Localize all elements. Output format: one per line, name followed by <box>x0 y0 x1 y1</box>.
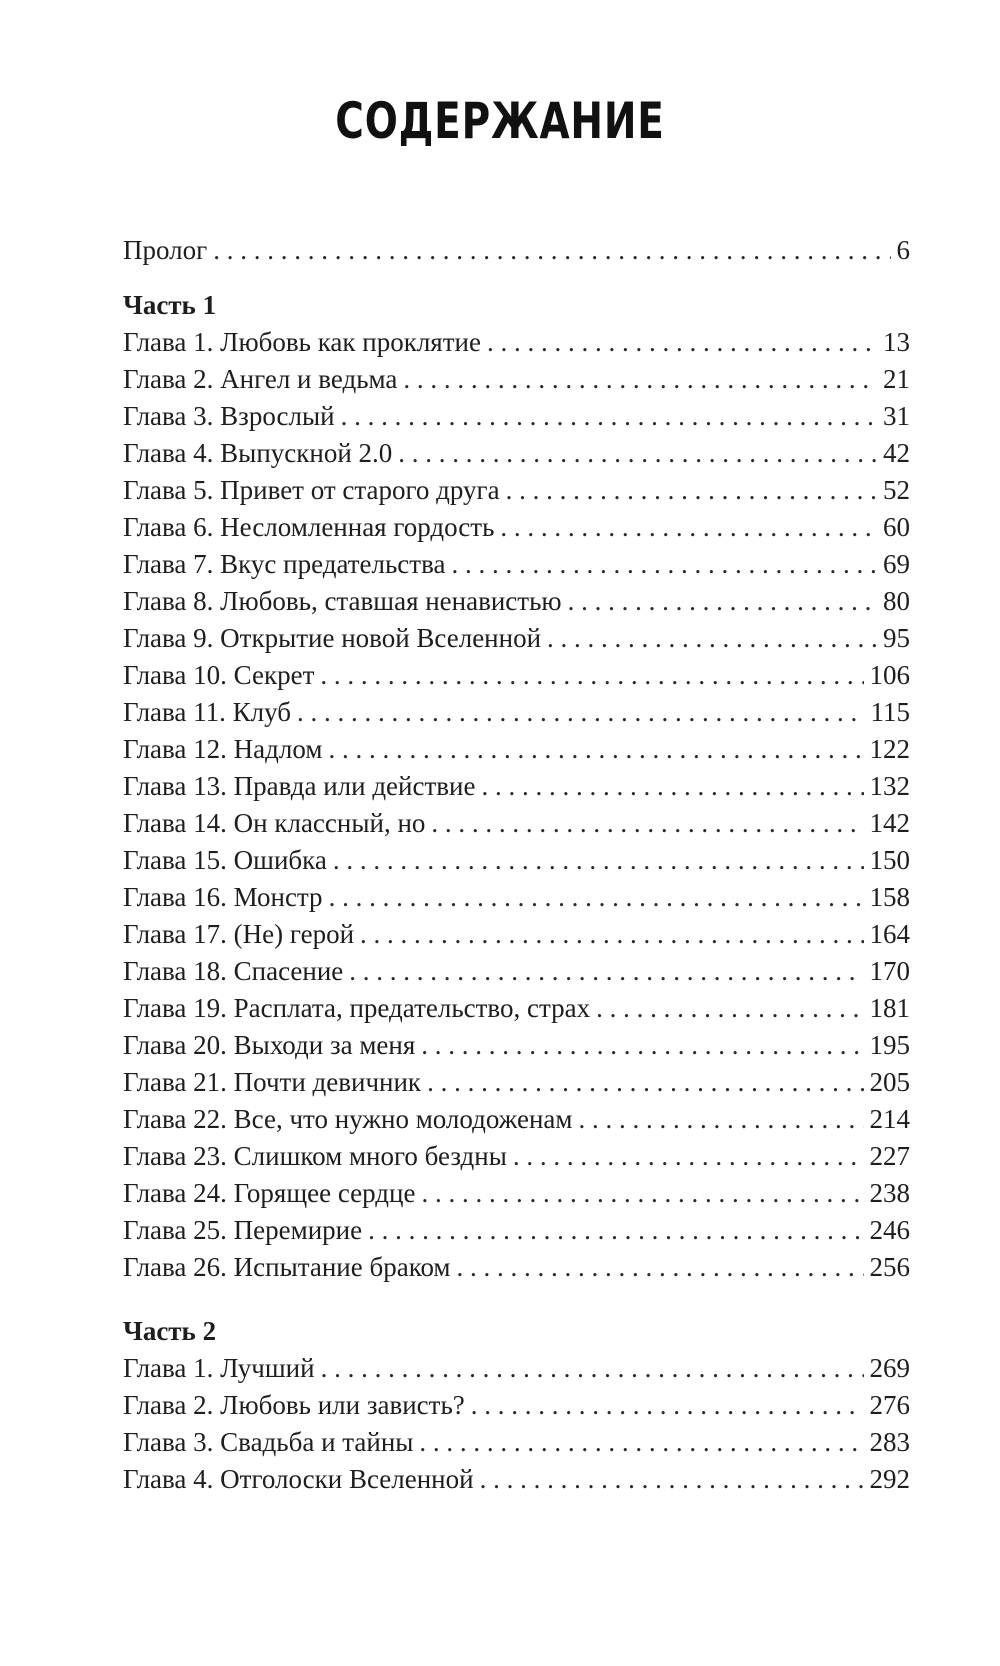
toc-entry <box>123 842 910 879</box>
toc-entry-label: Глава 16. Монстр <box>123 882 323 912</box>
chapter-list <box>123 1350 910 1498</box>
page-title: СОДЕРЖАНИЕ <box>335 92 665 150</box>
toc-entry <box>123 990 910 1027</box>
toc-entry <box>123 1387 910 1424</box>
dot-leader <box>480 1461 864 1498</box>
toc-entry-label: Глава 4. Отголоски Вселенной <box>123 1464 474 1494</box>
toc-entry-page: 246 <box>869 1215 910 1245</box>
toc-entry <box>123 1212 910 1249</box>
dot-leader <box>421 1027 863 1064</box>
toc-entry-page: 269 <box>869 1353 910 1383</box>
toc-entry-page: 6 <box>896 235 910 265</box>
toc-entry-page: 276 <box>869 1390 910 1420</box>
toc-entry-page: 69 <box>883 549 910 579</box>
toc-entry-page: 227 <box>869 1141 910 1171</box>
toc-entry-page: 164 <box>869 919 910 949</box>
toc-entry-page: 195 <box>869 1030 910 1060</box>
dot-leader <box>360 916 863 953</box>
toc-entry-page: 122 <box>869 734 910 764</box>
toc-entry-page: 80 <box>883 586 910 616</box>
toc-entry-page: 181 <box>869 993 910 1023</box>
toc-entry <box>123 731 910 768</box>
toc-entry-label: Глава 9. Открытие новой Вселенной <box>123 623 542 653</box>
toc-entry-label: Глава 10. Секрет <box>123 660 315 690</box>
toc-entry-page: 158 <box>869 882 910 912</box>
toc-entry <box>123 1424 910 1461</box>
toc-entry <box>123 1461 910 1498</box>
toc-entry <box>123 1350 910 1387</box>
toc-entry-prolog <box>123 232 910 269</box>
dot-leader <box>568 583 877 620</box>
toc-entry <box>123 1101 910 1138</box>
toc-entry-page: 170 <box>869 956 910 986</box>
toc-entry-label: Глава 8. Любовь, ставшая ненавистью <box>123 586 562 616</box>
toc-prolog <box>123 232 910 269</box>
toc-entry-label: Глава 3. Взрослый <box>123 401 335 431</box>
toc-entry-label: Глава 2. Любовь или зависть? <box>123 1390 465 1420</box>
toc-entry-page: 106 <box>869 660 910 690</box>
toc-entry-page: 283 <box>869 1427 910 1457</box>
toc-entry-label: Глава 15. Ошибка <box>123 845 327 875</box>
toc-part-1 <box>123 286 910 1286</box>
toc-entry-page: 21 <box>883 364 910 394</box>
dot-leader <box>547 620 877 657</box>
dot-leader <box>328 731 863 768</box>
toc-entry-page: 60 <box>883 512 910 542</box>
toc-entry-label: Глава 11. Клуб <box>123 697 292 727</box>
toc-entry <box>123 694 910 731</box>
dot-leader <box>471 1387 864 1424</box>
toc-entry-label: Глава 14. Он классный, но <box>123 808 426 838</box>
toc-entry <box>123 1064 910 1101</box>
toc-entry-label: Глава 1. Любовь как проклятие <box>123 327 481 357</box>
toc-entry-page: 150 <box>869 845 910 875</box>
toc-entry <box>123 435 910 472</box>
toc-entry-page: 205 <box>869 1067 910 1097</box>
toc-entry-page: 13 <box>883 327 910 357</box>
dot-leader <box>349 953 863 990</box>
toc-entry-label: Глава 24. Горящее сердце <box>123 1178 416 1208</box>
chapter-list <box>123 324 910 1286</box>
toc-entry-label: Глава 13. Правда или действие <box>123 771 476 801</box>
toc-entry <box>123 1027 910 1064</box>
toc-entry-page: 52 <box>883 475 910 505</box>
toc-entry-label: Глава 2. Ангел и ведьма <box>123 364 398 394</box>
dot-leader <box>321 1350 864 1387</box>
toc-entry-label: Глава 4. Выпускной 2.0 <box>123 438 393 468</box>
toc-entry <box>123 1175 910 1212</box>
toc-entry-label: Глава 17. (Не) герой <box>123 919 355 949</box>
toc-entry <box>123 324 910 361</box>
dot-leader <box>596 990 863 1027</box>
part-heading: Часть 2 <box>123 1316 217 1346</box>
toc-entry-page: 256 <box>869 1252 910 1282</box>
dot-leader <box>451 546 877 583</box>
dot-leader <box>398 435 877 472</box>
dot-leader <box>421 1175 863 1212</box>
toc-entry-label: Глава 23. Слишком много бездны <box>123 1141 507 1171</box>
toc-entry <box>123 805 910 842</box>
toc-entry <box>123 472 910 509</box>
dot-leader <box>297 694 864 731</box>
toc-entry-page: 214 <box>869 1104 910 1134</box>
dot-leader <box>419 1424 863 1461</box>
dot-leader <box>341 398 877 435</box>
dot-leader <box>457 1249 864 1286</box>
toc-entry-label: Глава 5. Привет от старого друга <box>123 475 500 505</box>
dot-leader <box>500 509 877 546</box>
toc-entry-label: Пролог <box>123 235 208 265</box>
toc-entry <box>123 879 910 916</box>
toc-entry-label: Глава 1. Лучший <box>123 1353 315 1383</box>
dot-leader <box>333 842 864 879</box>
dot-leader <box>368 1212 863 1249</box>
toc-entry-label: Глава 18. Спасение <box>123 956 344 986</box>
toc-entry-label: Глава 20. Выходи за меня <box>123 1030 416 1060</box>
dot-leader <box>578 1101 863 1138</box>
toc-entry <box>123 620 910 657</box>
toc-entry-label: Глава 22. Все, что нужно молодоженам <box>123 1104 573 1134</box>
dot-leader <box>403 361 877 398</box>
toc-part-2 <box>123 1312 910 1498</box>
dot-leader <box>513 1138 864 1175</box>
toc-entry <box>123 953 910 990</box>
toc-entry <box>123 768 910 805</box>
toc-entry-label: Глава 12. Надлом <box>123 734 323 764</box>
toc-entry <box>123 657 910 694</box>
toc-entry-page: 238 <box>869 1178 910 1208</box>
dot-leader <box>427 1064 863 1101</box>
dot-leader <box>213 232 890 269</box>
toc-entry-page: 42 <box>883 438 910 468</box>
part-heading: Часть 1 <box>123 290 217 320</box>
toc-entry-label: Глава 6. Несломленная гордость <box>123 512 495 542</box>
toc-entry <box>123 916 910 953</box>
toc-entry-label: Глава 26. Испытание браком <box>123 1252 451 1282</box>
toc-entry-label: Глава 19. Расплата, предательство, страх <box>123 993 591 1023</box>
toc-entry-page: 95 <box>883 623 910 653</box>
toc-entry-page: 292 <box>869 1464 910 1494</box>
toc-entry-page: 132 <box>869 771 910 801</box>
toc-entry <box>123 583 910 620</box>
toc-entry-label: Глава 25. Перемирие <box>123 1215 363 1245</box>
toc-entry <box>123 361 910 398</box>
toc-entry-page: 115 <box>870 697 910 727</box>
toc-entry-label: Глава 21. Почти девичник <box>123 1067 422 1097</box>
dot-leader <box>487 324 877 361</box>
dot-leader <box>431 805 863 842</box>
toc-entry-label: Глава 7. Вкус предательства <box>123 549 446 579</box>
toc-entry <box>123 509 910 546</box>
dot-leader <box>481 768 863 805</box>
dot-leader <box>506 472 877 509</box>
dot-leader <box>329 879 864 916</box>
toc-entry <box>123 1138 910 1175</box>
toc-entry <box>123 398 910 435</box>
toc-entry-page: 142 <box>869 808 910 838</box>
dot-leader <box>320 657 863 694</box>
toc-entry-page: 31 <box>883 401 910 431</box>
toc-entry <box>123 546 910 583</box>
toc-entry <box>123 1249 910 1286</box>
toc-entry-label: Глава 3. Свадьба и тайны <box>123 1427 414 1457</box>
